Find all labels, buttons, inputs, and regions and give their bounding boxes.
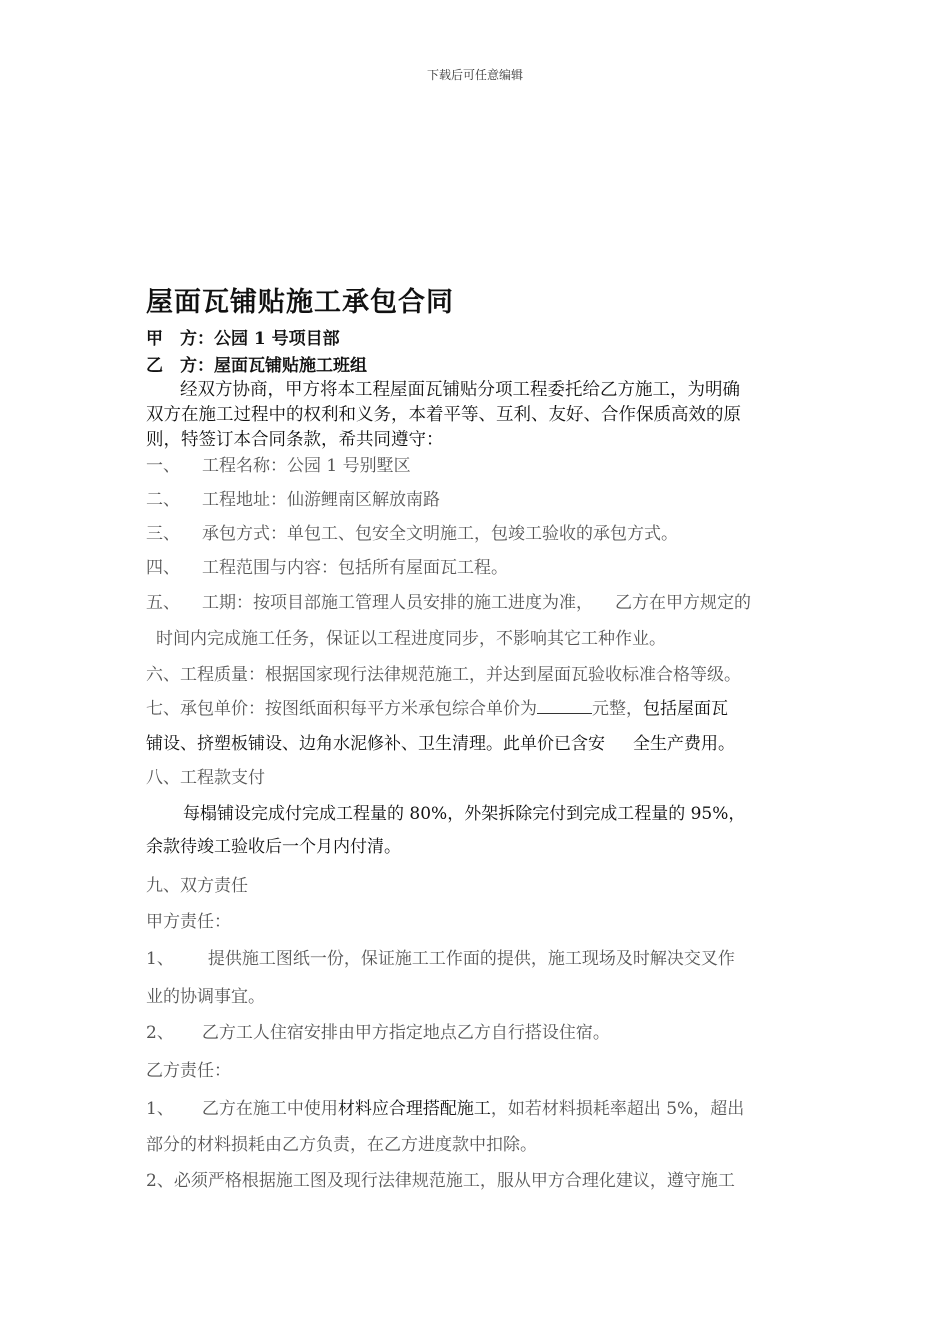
clause-3-number: 三、	[146, 524, 180, 544]
party-b-item-1-continuation: 部分的材料损耗由乙方负责，在乙方进度款中扣除。	[146, 1135, 537, 1155]
intro-line-3: 则，特签订本合同条款，希共同遵守：	[146, 430, 444, 450]
clause-7	[146, 694, 728, 719]
clause-7-continuation	[146, 729, 735, 754]
header-note: 下载后可任意编辑	[426, 68, 523, 82]
clause-7-cont-b: 全生产费用。	[633, 734, 735, 754]
clause-2	[146, 485, 440, 510]
party-b-item-1-text-a: 乙方在施工中使用	[201, 1099, 338, 1119]
party-a-item-1	[146, 944, 735, 969]
clause-3	[146, 519, 678, 544]
clause-1-text: 工程名称：公园 1 号别墅区	[202, 456, 411, 476]
party-b-responsibilities-heading: 乙方责任：	[146, 1061, 231, 1081]
party-b-value: 屋面瓦铺贴施工班组	[214, 356, 367, 376]
party-b-item-1	[146, 1094, 744, 1119]
clause-5-text-a: 工期：按项目部施工管理人员安排的施工进度为准，	[202, 593, 593, 613]
party-a-item-1-continuation: 业的协调事宜。	[146, 987, 265, 1007]
party-a-label: 甲 方：	[146, 329, 214, 349]
clause-5-number: 五、	[146, 593, 180, 613]
clause-1	[146, 451, 411, 476]
clause-7-text-b: 元整，	[592, 699, 643, 719]
clause-5-continuation: 时间内完成施工任务，保证以工程进度同步，不影响其它工种作业。	[156, 629, 666, 649]
party-a-item-1-text: 提供施工图纸一份，保证施工工作面的提供，施工现场及时解决交叉作	[207, 949, 735, 969]
intro-line-2: 双方在施工过程中的权利和义务，本着平等、互利、友好、合作保质高效的原	[146, 405, 741, 425]
clause-5	[146, 588, 751, 613]
document-title: 屋面瓦铺贴施工承包合同	[146, 287, 454, 318]
clause-4-number: 四、	[146, 558, 180, 578]
party-b-item-1-text-c: ，如若材料损耗率超出 5%，超出	[490, 1099, 745, 1119]
clause-9-heading: 九、双方责任	[146, 876, 248, 896]
clause-1-number: 一、	[146, 456, 180, 476]
party-b-item-2: 2、必须严格根据施工图及现行法律规范施工，服从甲方合理化建议，遵守施工	[146, 1171, 735, 1191]
party-a-value: 公园 1 号项目部	[214, 329, 340, 349]
party-b-item-1-text-b: 材料应合理搭配施工	[337, 1099, 491, 1119]
clause-4	[146, 553, 508, 578]
payment-line-2: 余款待竣工验收后一个月内付清。	[146, 837, 401, 857]
party-b-line	[146, 351, 367, 376]
party-a-line	[146, 324, 340, 349]
clause-4-text: 工程范围与内容：包括所有屋面瓦工程。	[202, 558, 508, 578]
clause-7-cont-a: 铺设、挤塑板铺设、边角水泥修补、卫生清理。此单价已含安	[146, 734, 605, 754]
clause-7-text-a: 七、承包单价：按图纸面积每平方米承包综合单价为	[146, 699, 537, 719]
clause-5-text-b: 乙方在甲方规定的	[615, 593, 751, 613]
unit-price-blank[interactable]	[537, 699, 592, 714]
clause-2-text: 工程地址：仙游鲤南区解放南路	[202, 490, 440, 510]
party-b-item-1-number: 1、	[146, 1099, 174, 1119]
party-a-item-2-text: 乙方工人住宿安排由甲方指定地点乙方自行搭设住宿。	[201, 1023, 610, 1043]
intro-line-1: 经双方协商，甲方将本工程屋面瓦铺贴分项工程委托给乙方施工，为明确	[180, 380, 740, 400]
clause-3-text: 承包方式：单包工、包安全文明施工，包竣工验收的承包方式。	[202, 524, 678, 544]
clause-2-number: 二、	[146, 490, 180, 510]
party-b-label: 乙 方：	[146, 356, 214, 376]
party-a-item-2	[146, 1018, 610, 1043]
payment-line-1: 每榻铺设完成付完成工程量的 80%，外架拆除完付到完成工程量的 95%，	[183, 804, 746, 824]
clause-7-text-c: 包括屋面瓦	[643, 699, 728, 719]
party-a-item-2-number: 2、	[146, 1023, 174, 1043]
clause-8-heading: 八、工程款支付	[146, 768, 265, 788]
clause-6: 六、工程质量：根据国家现行法律规范施工，并达到屋面瓦验收标准合格等级。	[146, 665, 741, 685]
party-a-responsibilities-heading: 甲方责任：	[146, 912, 231, 932]
party-a-item-1-number: 1、	[146, 949, 174, 969]
